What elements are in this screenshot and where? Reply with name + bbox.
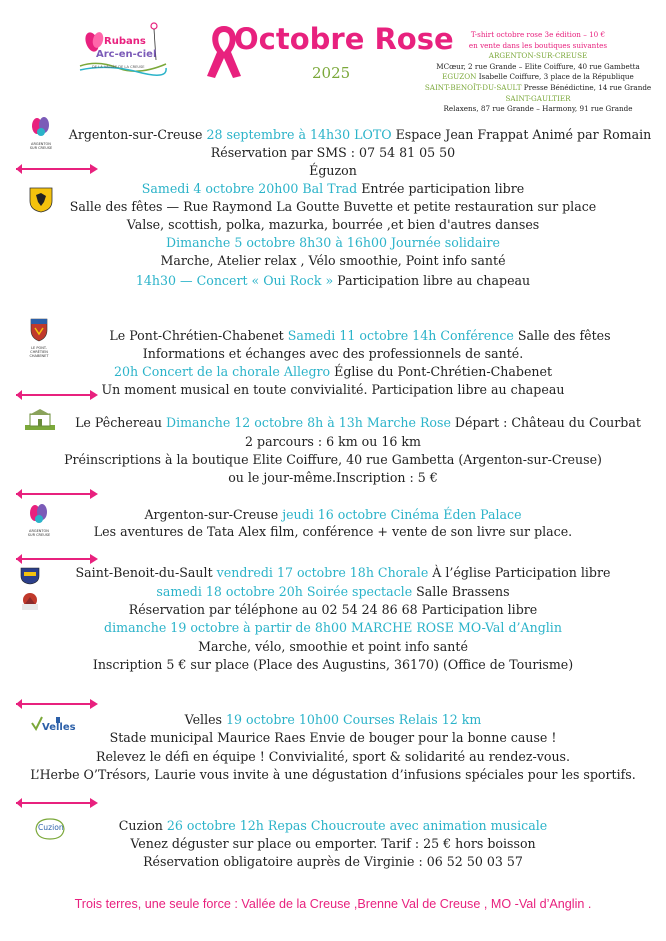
argenton-label: ARGENTON bbox=[31, 142, 51, 146]
logo-sub: DE LA VALLÉE DE LA CREUSE bbox=[92, 65, 145, 69]
event4-line2: 2 parcours : 6 km ou 16 km bbox=[245, 434, 421, 449]
event1-line2: Réservation par SMS : 07 54 81 05 50 bbox=[210, 145, 456, 160]
event3-town: Le Pont-Chrétien-Chabenet bbox=[109, 328, 288, 343]
event4-line3: Préinscriptions à la boutique Elite Coiffure, 40 rue Gambetta (Argenton-sur-Creuse) bbox=[64, 452, 602, 467]
event2-entry: Entrée participation libre bbox=[357, 181, 525, 196]
tshirt-line2: en vente dans les boutiques suivantes bbox=[468, 40, 608, 50]
arrow-divider-5 bbox=[12, 695, 102, 707]
event2-line7 bbox=[0, 272, 666, 290]
tshirt-line7: SAINT-GAULTIER bbox=[505, 93, 571, 103]
event8-line2: Venez déguster sur place ou emporter. Tarif : 25 € hors boisson bbox=[130, 836, 536, 851]
event2-line5: Dimanche 5 octobre 8h30 à 16h00 Journée solidaire bbox=[166, 235, 500, 250]
tshirt-line6a: SAINT-BENOÎT-DU-SAULT bbox=[424, 82, 522, 92]
year: 2025 bbox=[312, 64, 351, 82]
event2-town: Éguzon bbox=[309, 163, 357, 178]
tshirt-line8: Relaxens, 87 rue Grande – Harmony, 91 rue Grande bbox=[443, 104, 633, 114]
event6-line1 bbox=[20, 564, 666, 582]
event7-line1 bbox=[0, 711, 666, 729]
event7-line2: Stade municipal Maurice Raes Envie de bouger pour la bonne cause ! bbox=[109, 730, 557, 745]
cuzion-logo-text: Cuzion bbox=[38, 823, 64, 832]
pont-chretien-label2: CHABENET bbox=[29, 354, 49, 358]
tshirt-line3: ARGENTON-SUR-CREUSE bbox=[488, 51, 588, 61]
event6-spectacle: samedi 18 octobre 20h Soirée spectacle bbox=[156, 584, 413, 599]
tshirt-line4: MCœur, 2 rue Grande – Elite Coiffure, 40 rue Gambetta bbox=[436, 61, 640, 71]
tshirt-line5a: EGUZON bbox=[442, 72, 477, 82]
event3-line3 bbox=[0, 363, 666, 381]
event6-line4: dimanche 19 octobre à partir de 8h00 MARCHE ROSE MO-Val d’Anglin bbox=[104, 620, 562, 635]
logo-line1: Rubans bbox=[104, 36, 146, 47]
event4-line1 bbox=[50, 414, 666, 432]
event6-line3: Réservation par téléphone au 02 54 24 86 68 Participation libre bbox=[128, 602, 538, 617]
tshirt-line5b: Isabelle Coiffure, 3 place de la République bbox=[476, 72, 634, 82]
event8-town: Cuzion bbox=[118, 818, 167, 833]
event1-datetime: 28 septembre à 14h30 LOTO bbox=[206, 127, 396, 142]
event6-datetime: vendredi 17 octobre 18h Chorale bbox=[216, 565, 429, 580]
event2-concert-price: Participation libre au chapeau bbox=[333, 273, 531, 288]
event3-place: Salle des fêtes bbox=[513, 328, 611, 343]
event3-line1 bbox=[60, 327, 660, 345]
pont-chretien-label: LE PONT-CHRÉTIEN bbox=[30, 346, 48, 354]
event4-datetime: Dimanche 12 octobre 8h à 13h Marche Rose bbox=[165, 415, 451, 430]
arrow-divider-6 bbox=[12, 794, 102, 806]
event6-line5: Marche, vélo, smoothie et point info santé bbox=[198, 639, 468, 654]
event4-start: Départ : Château du Courbat bbox=[450, 415, 641, 430]
event8-datetime: 26 octobre 12h Repas Choucroute avec animation musicale bbox=[166, 818, 548, 833]
event2-concert: 14h30 — Concert « Oui Rock » bbox=[135, 273, 334, 288]
event3-datetime: Samedi 11 octobre 14h Conférence bbox=[287, 328, 514, 343]
event6-place: À l’église Participation libre bbox=[428, 565, 611, 580]
event4-town: Le Pêchereau bbox=[75, 415, 166, 430]
event5-line2: Les aventures de Tata Alex film, conférence + vente de son livre sur place. bbox=[93, 524, 573, 539]
event1-town: Argenton-sur-Creuse bbox=[68, 127, 207, 142]
argenton-label2-b: SUR CREUSE bbox=[27, 533, 51, 537]
tshirt-line5 bbox=[420, 72, 656, 83]
event7-line4: L’Herbe O’Trésors, Laurie vous invite à une dégustation d’infusions spéciales pour les sportifs. bbox=[30, 767, 636, 782]
event6-salle: Salle Brassens bbox=[412, 584, 510, 599]
event7-town: Velles bbox=[184, 712, 227, 727]
event2-line2 bbox=[0, 180, 666, 198]
event8-line3: Réservation obligatoire auprès de Virginie : 06 52 50 03 57 bbox=[143, 854, 523, 869]
event5-datetime: jeudi 16 octobre Cinéma Éden Palace bbox=[282, 507, 522, 522]
tshirt-line6 bbox=[420, 83, 656, 94]
event2-bal-trad: Samedi 4 octobre 20h00 Bal Trad bbox=[141, 181, 358, 196]
event2-line6: Marche, Atelier relax , Vélo smoothie, Point info santé bbox=[160, 253, 506, 268]
event5-line1 bbox=[0, 506, 666, 524]
event2-line4: Valse, scottish, polka, mazurka, bourrée ,et bien d'autres danses bbox=[126, 217, 540, 232]
logo-line2: Arc-en-ciel bbox=[96, 49, 157, 60]
footer-slogan: Trois terres, une seule force : Vallée de la Creuse ,Brenne Val de Creuse , MO -Val d’Anglin . bbox=[74, 897, 592, 911]
velles-logo-text: Velles bbox=[42, 722, 76, 733]
event3-line4: Un moment musical en toute convivialité. Participation libre au chapeau bbox=[101, 382, 565, 397]
page-title: Octobre Rose bbox=[234, 22, 454, 56]
event3-concert: 20h Concert de la chorale Allegro bbox=[113, 364, 331, 379]
event7-datetime: 19 octobre 10h00 Courses Relais 12 km bbox=[226, 712, 482, 727]
event7-line3: Relevez le défi en équipe ! Convivialité, sport & solidarité au rendez-vous. bbox=[95, 749, 571, 764]
tshirt-info bbox=[420, 30, 656, 115]
tshirt-line1: T-shirt octobre rose 3e édition – 10 € bbox=[470, 30, 606, 39]
arrow-divider-4 bbox=[12, 550, 102, 562]
event6-town: Saint-Benoit-du-Sault bbox=[75, 565, 217, 580]
event6-line2 bbox=[0, 583, 666, 601]
event5-town: Argenton-sur-Creuse bbox=[144, 507, 283, 522]
argenton-label-b: ARGENTON bbox=[29, 529, 49, 533]
event3-church: Église du Pont-Chrétien-Chabenet bbox=[330, 364, 553, 379]
event4-line4: ou le jour-même.Inscription : 5 € bbox=[228, 470, 438, 485]
event1-place: Espace Jean Frappat Animé par Romain bbox=[395, 127, 652, 142]
event3-line2: Informations et échanges avec des professionnels de santé. bbox=[142, 346, 524, 361]
argenton-label2: SUR CREUSE bbox=[29, 146, 53, 150]
rubans-arc-en-ciel-logo bbox=[78, 20, 168, 80]
event8-line1 bbox=[0, 817, 666, 835]
event1-line1 bbox=[60, 126, 660, 144]
event6-line6: Inscription 5 € sur place (Place des Augustins, 36170) (Office de Tourisme) bbox=[92, 657, 574, 672]
tshirt-line6b: Presse Bénédictine, 14 rue Grande bbox=[521, 82, 652, 92]
event2-line3: Salle des fêtes — Rue Raymond La Goutte Buvette et petite restauration sur place bbox=[69, 199, 597, 214]
